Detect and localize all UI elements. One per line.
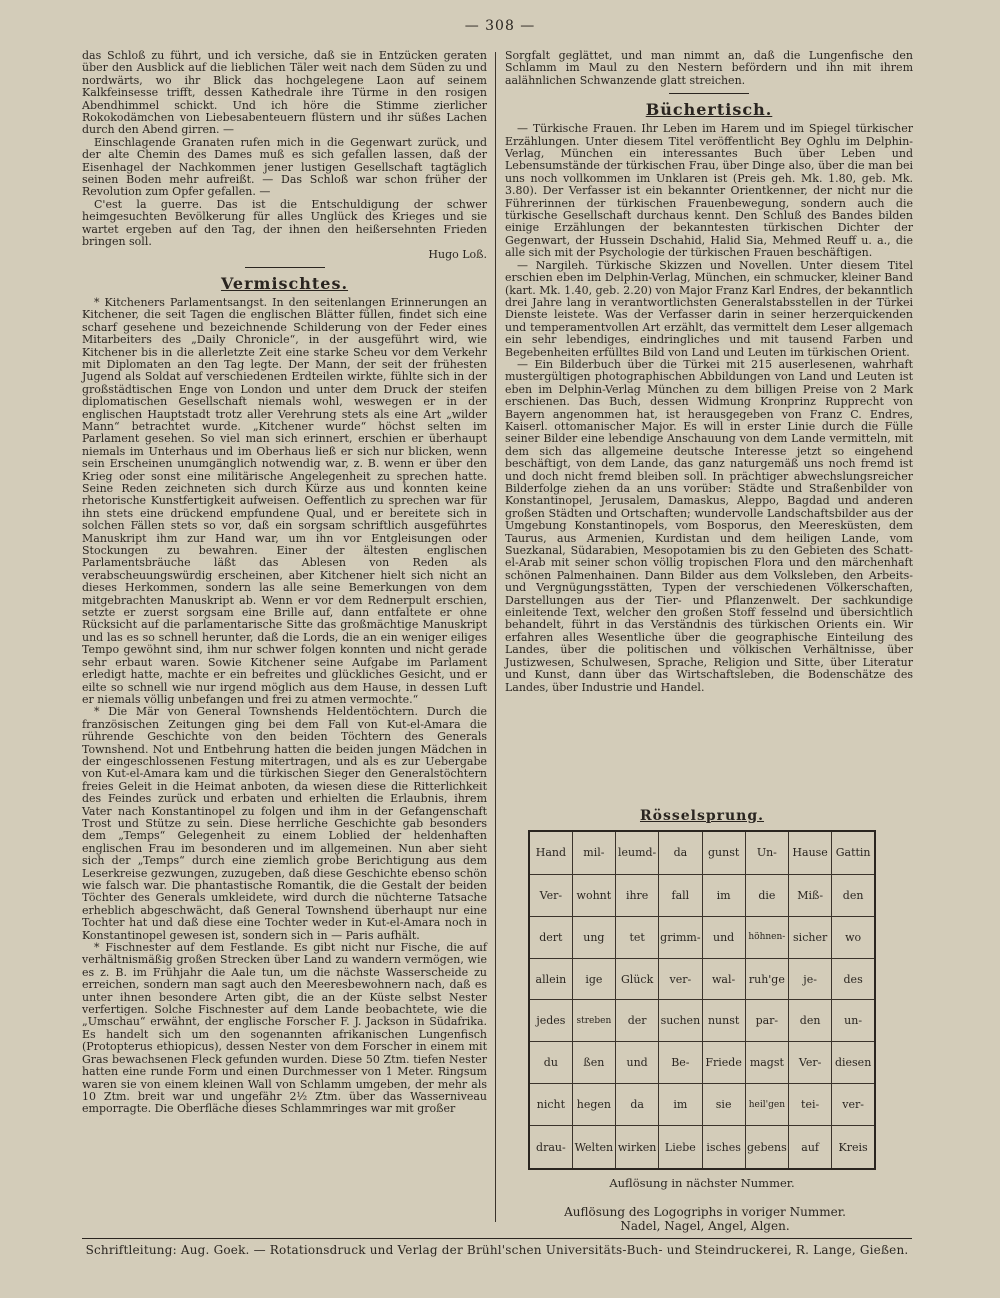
grid-cell: Ver- [529,874,572,916]
grid-cell: leumd- [616,831,659,874]
grid-cell: dert [529,916,572,958]
grid-cell: den [832,874,875,916]
author-signature: Hugo Loß. [428,247,487,261]
grid-cell: Hause [789,831,832,874]
grid-cell: par- [745,1000,788,1042]
puzzle-note: Auflösung in nächster Nummer. [609,1176,795,1190]
grid-cell: wohnt [572,874,615,916]
grid-cell: des [832,958,875,1000]
grid-cell: heil'gen [745,1084,788,1126]
grid-cell: Hand [529,831,572,874]
grid-cell: drau- [529,1126,572,1169]
grid-cell: Welten [572,1126,615,1169]
puzzle-block [528,808,876,1190]
grid-cell: ung [572,916,615,958]
grid-cell: ige [572,958,615,1000]
logogriph-solution [520,1205,890,1233]
article-kitchener: * Kitcheners Parlamentsangst. In den seitenlangen Erinnerungen an Kitchener, die seit Tagen die englischen Blätter füllen, findet sich eine scharf gesehene und bezeichnende Schilderung von der Feder eines Mitarbeiters des „Daily Chronicle“, in der ausgeführt wird, wie Kitchener bis in die allerletzte Zeit eine starke Scheu vor dem Verkehr mit Diplomaten an den Tag legte. Der Mann, der seit der frühesten Jugend als Soldat auf verschiedenen Erdteilen wirkte, fühlte sich in der großstädtischen Enge von London und unter dem Druck der steifen diplomatischen Gesellschaft niemals wohl, weswegen er in der englischen Hauptstadt trotz aller Verehrung stets als eine Art „wilder Mann“ betrachtet wurde. „Kitchener wurde“ höchst selten im Parlament gesehen. So viel man sich erinnert, erschien er überhaupt niemals im Unterhaus und im Oberhaus ließ er sich nur blicken, wenn sein Erscheinen unumgänglich notwendig war, z. B. wenn er über den Krieg oder sonst eine militärische Angelegenheit zu sprechen hatte. Seine Reden zeichneten sich durch Kürze aus und konnten keine rhetorische Kunstfertigkeit aufweisen. Oeffentlich zu sprechen war für ihn stets eine drückend empfundene Qual, und er bereitete sich in solchen Fällen stets so vor, daß ein sorgsam schriftlich ausgeführtes Manuskript ihm zur Hand war, um ihn vor Entgleisungen oder Stockungen zu bewahren. Einer der ältesten englischen Parlamentsbräuche läßt das Ablesen von Reden als verabscheuungswürdig erscheinen, aber Kitchener hielt sich nicht an dieses Herkommen, sondern las alle seine Bemerkungen von dem mitgebrachten Manuskript ab. Wenn er vor dem Rednerpult erschien, setzte er zuerst sorgsam eine Brille auf, dann entfaltete er ohne Rücksicht auf die parlamentarische Sitte das großmächtige Manuskript und las es so schnell herunter, daß die Lords, die an ein weniger eiliges Tempo gewöhnt sind, ihm nur schwer folgen konnten und nicht gerade sehr erbaut waren. Sowie Kitchener seine Aufgabe im Parlament erledigt hatte, machte er ein befreites und glückliches Gesicht, und er eilte so schnell wie nur irgend möglich aus dem Hause, in dessen Luft er niemals völlig unbefangen und frei zu atmen vermochte.“ [82,295,487,706]
grid-cell: im [702,874,745,916]
grid-cell: sie [702,1084,745,1126]
grid-row [529,1000,875,1042]
knight-move-grid [528,830,876,1170]
grid-cell: und [616,1042,659,1084]
grid-cell: Ver- [789,1042,832,1084]
review-nargileh: — Nargileh. Türkische Skizzen und Novellen. Unter diesem Titel erschien eben im Delphin-Verlag, München, ein schmucker, kleiner Band (kart. Mk. 1.40, geb. 2.20) von Major Franz Karl Endres, der bekanntlich drei Jahre lang in verantwortlichsten Generalstabsstellen in der Türkei Dienste leistete. Was der Verfasser darin in seiner herzerquickenden und temperamentvollen Art erzählt, das vermittelt dem Leser allgemach ein sehr lebendiges, eindringliches und mit tausend Farben und Begebenheiten erfülltes Bild von Land und Leuten im türkischen Orient. [505,258,913,359]
grid-cell: hegen [572,1084,615,1126]
grid-row [529,874,875,916]
grid-cell: wal- [702,958,745,1000]
right-column [505,50,913,694]
grid-cell: ßen [572,1042,615,1084]
grid-cell: da [616,1084,659,1126]
intro-paragraph: das Schloß zu führt, und ich versiche, daß sie in Entzücken geraten über den Ausblick auf die lieblichen Täler weit nach dem Süden zu und nordwärts, wo ihr Blick das hochgelegene Laon auf seinem Kalkfeinsesse trifft, dessen Kathedrale ihre Türme in den rosigen Abendhimmel schickt. Und ich höre die Stimme zierlicher Rokokodämchen von Liebesabenteuern flüstern und ihr süßes Lachen durch den Abend girren. — [82,49,487,137]
puzzle-title: Rösselsprung. [639,808,765,824]
grid-cell: da [659,831,702,874]
grid-cell: isches [702,1126,745,1169]
grid-cell: den [789,1000,832,1042]
grid-cell: tei- [789,1084,832,1126]
section-rule [245,267,325,268]
grid-cell: fall [659,874,702,916]
grid-cell: die [745,874,788,916]
column-divider [495,52,496,1222]
grid-row [529,1126,875,1169]
imprint-footer: Schriftleitung: Aug. Goek. — Rotationsdruck und Verlag der Brühl'schen Universitäts-Buch- und Steindruckerei, R. Lange, Gießen. [85,1243,909,1257]
intro-paragraph: Einschlagende Granaten rufen mich in die Gegenwart zurück, und der alte Chemin des Dames muß es sich gefallen lassen, daß der Eisenhagel der Nachkommen jener lustigen Gesellschaft tagtäglich seinen Boden mehr aufreißt. — Das Schloß war schon früher der Revolution zum Opfer gefallen. — [82,135,487,199]
grid-cell: ruh'ge [745,958,788,1000]
grid-cell: Miß- [789,874,832,916]
grid-cell: gebens [745,1126,788,1169]
left-column [82,50,487,1116]
grid-cell: grimm- [659,916,702,958]
grid-row [529,831,875,874]
grid-cell: Be- [659,1042,702,1084]
solution-words: Nadel, Nagel, Angel, Algen. [620,1219,790,1233]
grid-cell: gunst [702,831,745,874]
grid-row [529,1084,875,1126]
grid-cell: Gattin [832,831,875,874]
grid-cell: suchen [659,1000,702,1042]
grid-cell: wo [832,916,875,958]
continuation-paragraph: Sorgfalt geglättet, und man nimmt an, daß die Lungenfische den Schlamm im Maul zu den Nestern befördern und ihn mit ihrem aalähnlichen Schwanzende glatt streichen. [505,49,913,87]
intro-paragraph: C'est la guerre. Das ist die Entschuldigung der schwer heimgesuchten Bevölkerung für alles Unglück des Krieges und sie wartet ergeben auf den Tag, der ihnen den heißersehnten Frieden bringen soll. [82,197,487,249]
grid-cell: ihre [616,874,659,916]
grid-cell: ver- [832,1084,875,1126]
grid-cell: nunst [702,1000,745,1042]
footer-rule [82,1238,912,1239]
grid-cell: und [702,916,745,958]
grid-cell: Friede [702,1042,745,1084]
grid-cell: Un- [745,831,788,874]
grid-cell: du [529,1042,572,1084]
article-townshend: * Die Mär von General Townshends Heldentöchtern. Durch die französischen Zeitungen ging bei dem Fall von Kut-el-Amara die rührende Geschichte von den beiden Töchtern des Generals Townshend. Not und Entbehrung hatten die beiden jungen Mädchen in der eingeschlossenen Festung mitertragen, und als es zur Uebergabe von Kut-el-Amara kam und die türkischen Sieger den Generalstöchtern freies Geleit in die Heimat anboten, da wiesen diese die Ritterlichkeit des Feindes zurück und erbaten und erhielten die Erlaubnis, ihrem Vater nach Konstantinopel zu folgen und ihm in der Gefangenschaft Trost und Stütze zu sein. Diese herrliche Geschichte gab besonders dem „Temps“ Gelegenheit zu einem Loblied der heldenhaften englischen Frau im besonderen und im allgemeinen. Nun aber sieht sich der „Temps“ durch eine ziemlich grobe Berichtigung aus dem Leserkreise gezwungen, zuzugeben, daß diese Geschichte ebenso schön wie falsch war. Die phantastische Romantik, die die Gestalt der beiden Töchter des Generals umkleidete, wird durch die nüchterne Tatsache erheblich abgeschwächt, daß General Townshend überhaupt nur eine Tochter hat und daß diese eine Tochter weder in Kut-el-Amara noch in Konstantinopel gewesen ist, sondern sich in — Paris aufhält. [82,705,487,942]
section-heading-vermischtes: Vermischtes. [220,273,349,293]
grid-cell: magst [745,1042,788,1084]
grid-cell: auf [789,1126,832,1169]
grid-cell: je- [789,958,832,1000]
grid-cell: streben [572,1000,615,1042]
grid-row [529,916,875,958]
grid-cell: Liebe [659,1126,702,1169]
page-number: — 308 — [464,18,536,34]
grid-cell: diesen [832,1042,875,1084]
grid-cell: wirken [616,1126,659,1169]
grid-cell: nicht [529,1084,572,1126]
grid-row [529,958,875,1000]
section-rule [669,93,749,94]
article-fischnester: * Fischnester auf dem Festlande. Es gibt nicht nur Fische, die auf verhältnismäßig großen Strecken über Land zu wandern vermögen, wie es z. B. im Frühjahr die Aale tun, um die nächste Wasserscheide zu erreichen, sondern man sagt auch den Meeresbewohnern nach, daß es unter ihnen besondere Arten gibt, die an der Küste selbst Nester verfertigen. Solche Fischnester auf dem Lande beobachtete, wie die „Umschau“ erwähnt, der englische Forscher F. J. Jackson in Südafrika. Es handelt sich um den sogenannten afrikanischen Lungenfisch (Protopterus ethiopicus), dessen Nester von dem Forscher in einem mit Gras bewachsenen Fleck gefunden wurden. Diese 50 Ztm. tiefen Nester hatten eine runde Form und einen Durchmesser von 1 Meter. Ringsum waren sie von einem kleinen Wall von Schlamm umgeben, der mehr als 10 Ztm. breit war und ungefähr 2½ Ztm. über das Wasserniveau emporragte. Die Oberfläche dieses Schlammringes war mit großer [82,941,487,1116]
review-tuerkische-frauen: — Türkische Frauen. Ihr Leben im Harem und im Spiegel türkischer Erzählungen. Unter diesem Titel veröffentlicht Bey Oghlu im Delphin-Verlag, München ein interessantes Buch über Leben und Lebensumstände der türkischen Frau, über Dinge also, über die man bei uns noch vollkommen im Unklaren ist (Preis geh. Mk. 1.80, geb. Mk. 3.80). Der Verfasser ist ein bekannter Orientkenner, der nicht nur die Führerinnen der türkischen Frauenbewegung, sondern auch die türkische Gesellschaft durchaus kennt. Den Schluß des Bandes bilden einige Erzählungen der bekanntesten türkischen Dichter der Gegenwart, der Hussein Dschahid, Halid Sia, Mehmed Reuff u. a., die alle sich mit der Psychologie der türkischen Frauen beschäftigen. [505,122,913,260]
grid-cell: Kreis [832,1126,875,1169]
grid-row [529,1042,875,1084]
grid-cell: sicher [789,916,832,958]
grid-cell: höhnen- [745,916,788,958]
grid-cell: ver- [659,958,702,1000]
grid-cell: jedes [529,1000,572,1042]
review-bilderbuch: — Ein Bilderbuch über die Türkei mit 215 auserlesenen, wahrhaft mustergültigen photographischen Abbildungen von Land und Leuten ist eben im Delphin-Verlag München zu dem billigen Preise von 2 Mark erschienen. Das Buch, dessen Widmung Kronprinz Rupprecht von Bayern angenommen hat, ist herausgegeben von Franz C. Endres, Kaiserl. ottomanischer Major. Es will in erster Linie durch die Fülle seiner Bilder eine lebendige Anschauung von dem Lande vermitteln, mit dem sich das allgemeine deutsche Interesse jetzt so eingehend beschäftigt, von dem Lande, das ganz naturgemäß uns noch fremd ist und doch nicht fremd bleiben soll. In prächtiger abwechslungsreicher Bilderfolge ziehen da an uns vorüber: Städte und Straßenbilder von Konstantinopel, Jerusalem, Damaskus, Aleppo, Bagdad und anderen großen Städten und Ortschaften; wundervolle Landschaftsbilder aus der Umgebung Konstantinopels, vom Bosporus, den Meeresküsten, dem Taurus, aus Armenien, Kurdistan und dem heiligen Lande, vom Suezkanal, Südarabien, Mesopotamien bis zu den Gebieten des Schatt-el-Arab mit seiner schon völlig tropischen Flora und den märchenhaft schönen Palmenhainen. Dann Bilder aus dem Volksleben, den Arbeits- und Vergnügungsstätten, Typen der verschiedenen Völkerschaften, Darstellungen aus der Tier- und Pflanzenwelt. Der sachkundige einleitende Text, welcher den großen Stoff fesselnd und übersichtlich behandelt, führt in das Verständnis des türkischen Orients ein. Wir erfahren alles Wesentliche über die geographische Einteilung des Landes, über die politischen und völkischen Verhältnisse, über Justizwesen, Schulwesen, Sprache, Religion und Sitte, über Literatur und Kunst, dann über das Wirtschaftsleben, die Bodenschätze des Landes, über Industrie und Handel. [505,357,913,694]
grid-cell: tet [616,916,659,958]
solution-heading: Auflösung des Logogriphs in voriger Nummer. [564,1205,846,1219]
grid-cell: un- [832,1000,875,1042]
grid-cell: Glück [616,958,659,1000]
grid-cell: im [659,1084,702,1126]
section-heading-buechertisch: Büchertisch. [645,100,773,120]
grid-cell: allein [529,958,572,1000]
grid-cell: mil- [572,831,615,874]
grid-cell: der [616,1000,659,1042]
